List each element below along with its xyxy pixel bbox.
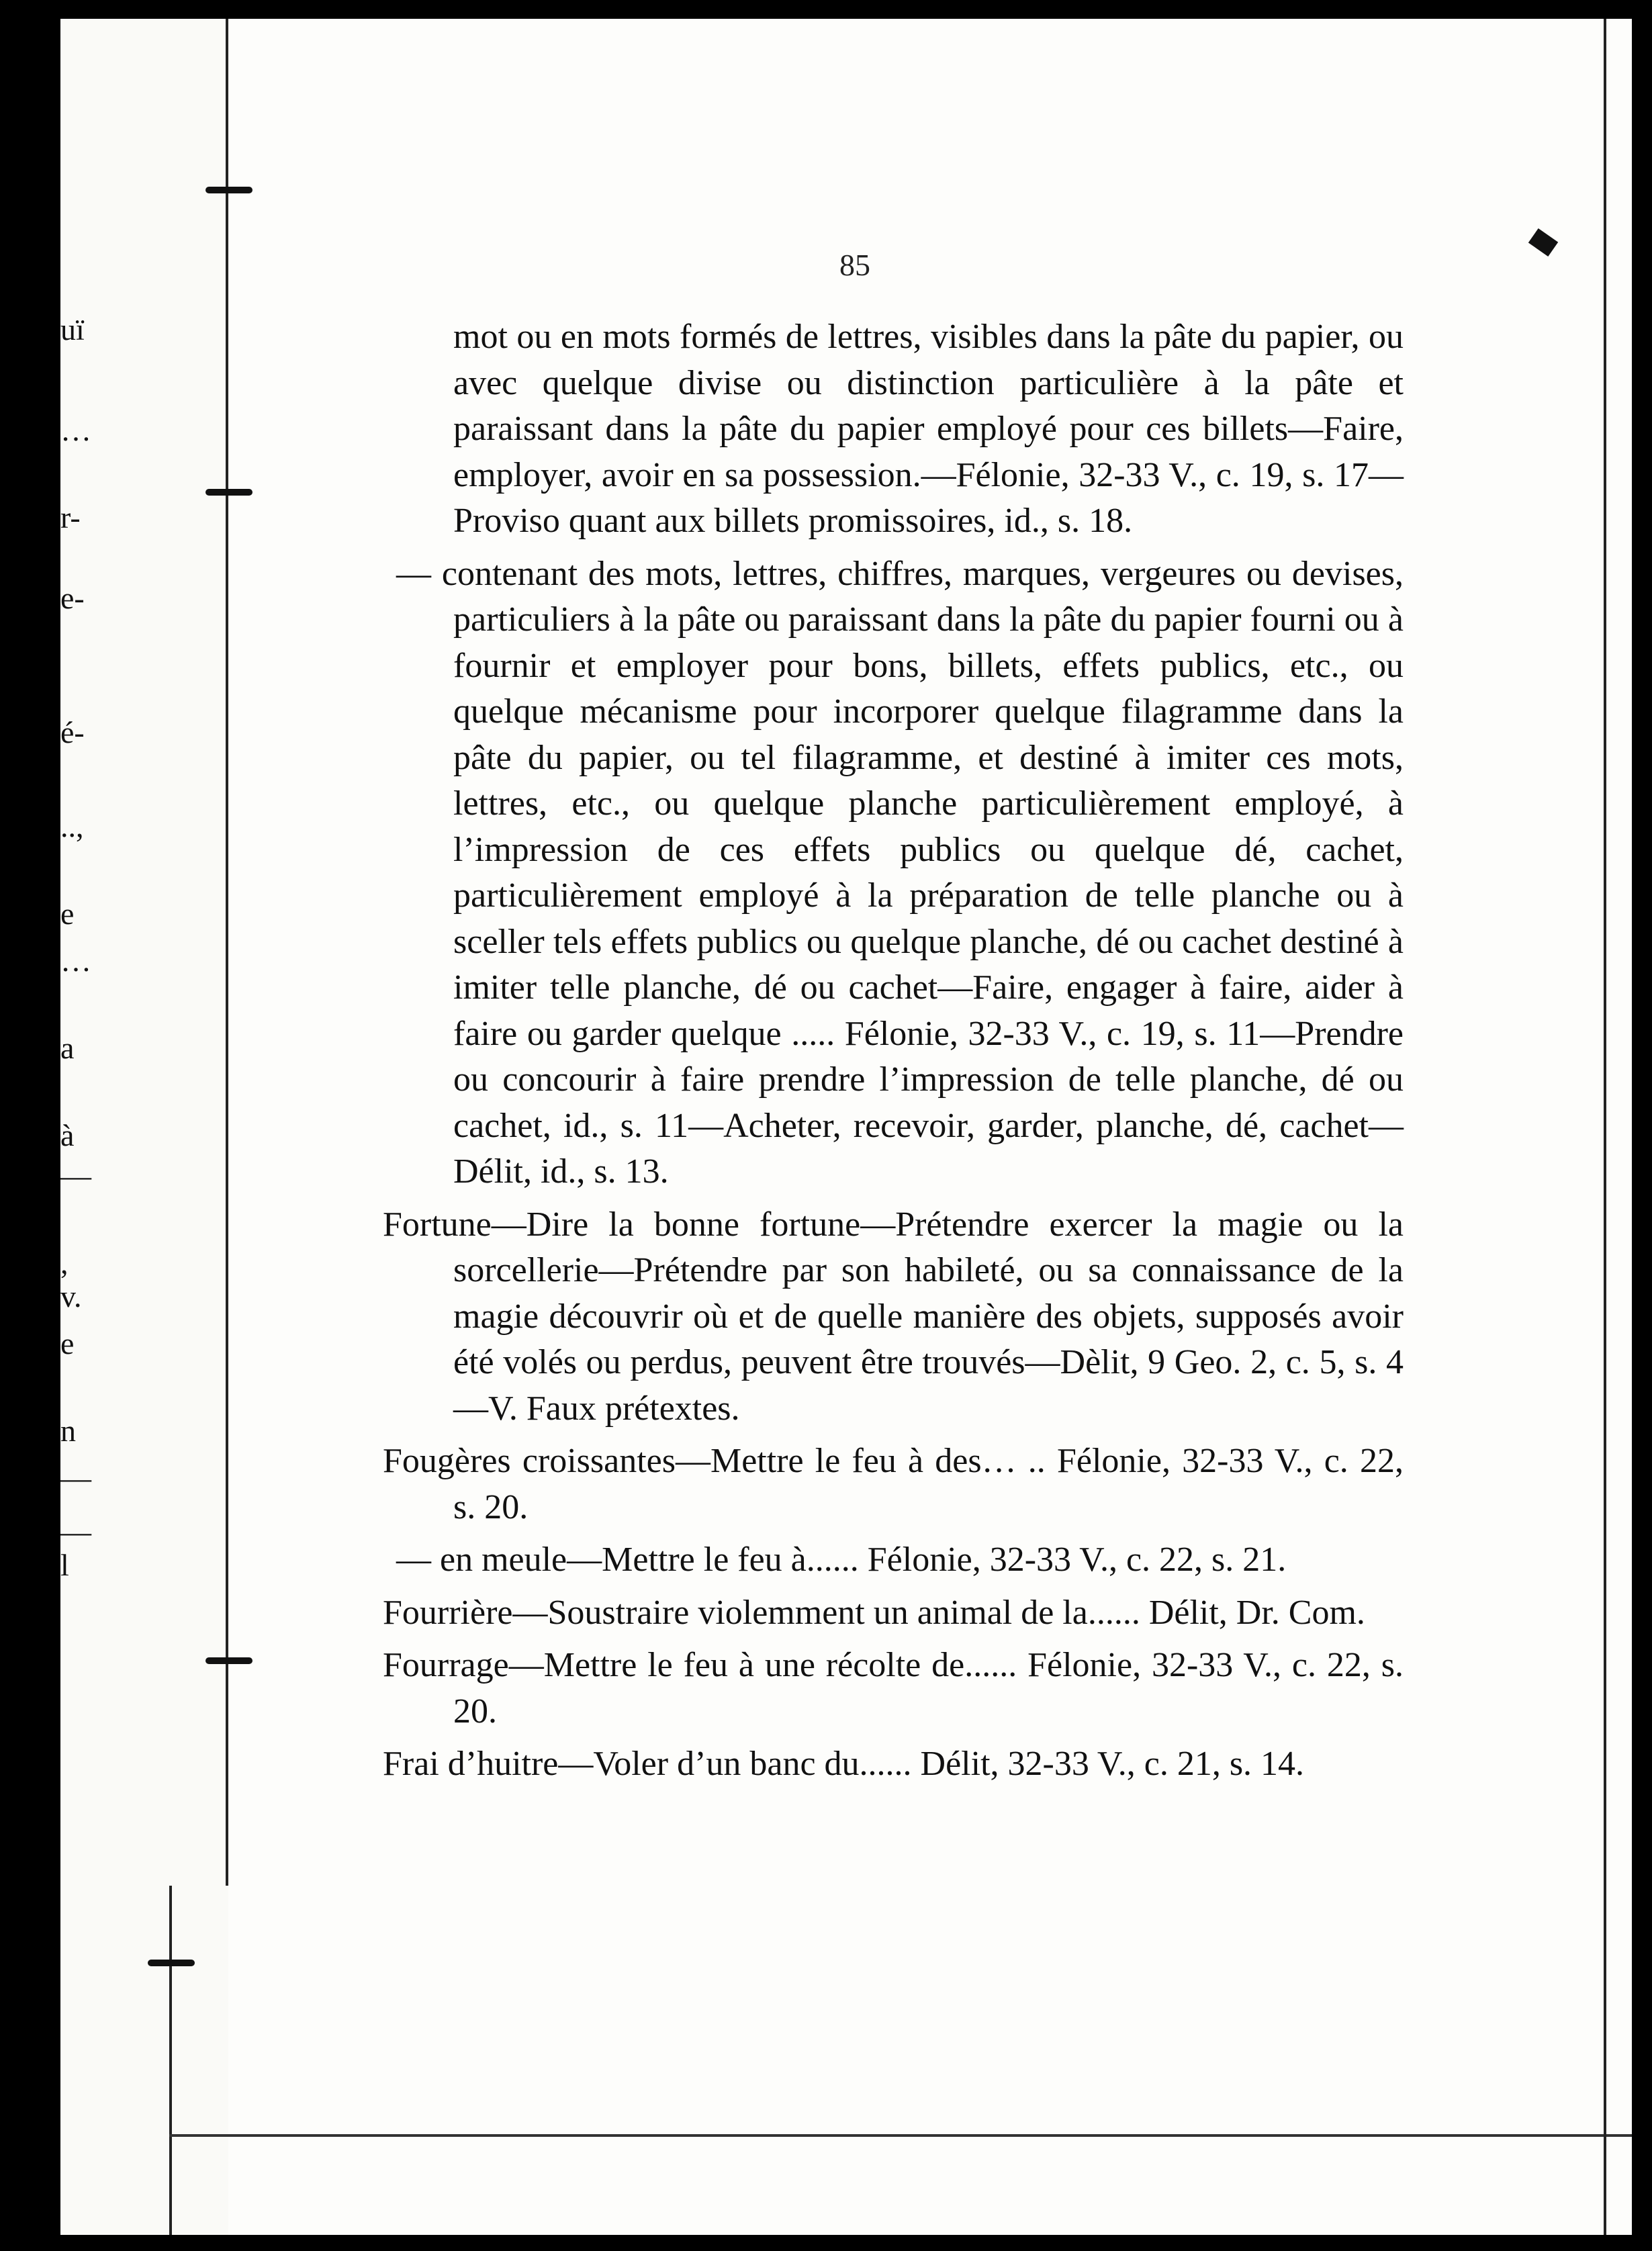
binding-gutter (226, 19, 228, 1886)
margin-fragment: , (60, 1246, 68, 1280)
entry-sub: — en meule—Mettre le feu à...... Félonie, 32-33 V., c. 22, s. 21. (396, 1541, 1287, 1579)
facing-page-edge (60, 19, 228, 2235)
binding-gutter-lower (169, 1886, 172, 2235)
binding-stitch (205, 1657, 253, 1664)
page-number: 85 (839, 248, 870, 282)
ink-speck (1528, 228, 1558, 257)
page-bottom-edge (169, 2134, 1632, 2137)
margin-fragment: — (60, 1461, 91, 1495)
margin-fragment: l (60, 1548, 69, 1582)
margin-fragment: uï (60, 312, 85, 347)
entry-frai-dhuitre: Frai d’huitre—Voler d’un banc du...... Délit, 32-33 V., c. 21, s. 14. (383, 1745, 1305, 1783)
margin-fragment: à (60, 1118, 75, 1152)
entry-fourriere: Fourrière—Soustraire violemment un animal de la...... Délit, Dr. Com. (383, 1593, 1365, 1632)
margin-fragment: e (60, 1326, 75, 1361)
margin-fragment: e- (60, 581, 85, 615)
margin-fragment: … (60, 413, 91, 447)
margin-fragment: n (60, 1414, 76, 1448)
entry-fougeres: Fougères croissantes—Mettre le feu à des… .. Félonie, 32-33 V., c. 22, s. 20. (383, 1442, 1404, 1526)
binding-stitch (205, 187, 253, 193)
entry-continuation: mot ou en mots formés de lettres, visibles dans la pâte du papier, ou avec quelque divise ou distinction particulière à la pâte et paraissant dans la pâte du papier employé pour ces billets—Faire, employer, avoir en sa possession.—Félonie, 32-33 V., c. 19, s. 17—Proviso quant aux billets promissoires, id., s. 18. (453, 318, 1404, 540)
margin-fragment: .., (60, 809, 84, 843)
margin-fragment: — (60, 1158, 91, 1193)
margin-fragment: — (60, 1514, 91, 1549)
binding-stitch (148, 1960, 195, 1966)
margin-fragment: e (60, 897, 75, 931)
page-right-edge (1604, 19, 1606, 2235)
margin-fragment: … (60, 944, 91, 978)
margin-fragment: é- (60, 715, 85, 749)
margin-fragment: v. (60, 1279, 82, 1314)
index-text (383, 314, 1404, 1794)
scanned-page (60, 19, 1632, 2235)
entry-fourrage: Fourrage—Mettre le feu à une récolte de...... Félonie, 32-33 V., c. 22, s. 20. (383, 1646, 1404, 1731)
margin-fragment: r- (60, 500, 81, 535)
margin-fragment: a (60, 1031, 75, 1065)
binding-stitch (205, 489, 253, 496)
entry-fortune: Fortune—Dire la bonne fortune—Prétendre exercer la magie ou la sorcellerie—Prétendre par son habileté, ou sa connaissance de la magie découvrir où et de quelle manière des objets, supposés avoir été volés ou perdus, peuvent être trouvés—Dèlit, 9 Geo. 2, c. 5, s. 4—V. Faux prétextes. (383, 1205, 1404, 1428)
entry-sub: — contenant des mots, lettres, chiffres, marques, vergeures ou devises, particuliers à la pâte ou paraissant dans la pâte du papier fourni ou à fournir et employer pour bons, billets, effets publics, etc., ou quelque mécanisme pour incorporer quelque filagramme dans la pâte du papier, ou tel filagramme, et destiné à imiter ces mots, lettres, etc., ou quelque planche particulièrement employé, à l’impression de ces effets publics ou quelque dé, cachet, particulièrement employé à la préparation de telle planche ou à sceller tels effets publics ou quelque planche, dé ou cachet destiné à imiter telle planche, dé ou cachet—Faire, engager à faire, aider à faire ou garder quelque ..... Félonie, 32-33 V., c. 19, s. 11—Prendre ou concourir à faire prendre l’impression de telle planche, dé ou cachet, id., s. 11—Acheter, recevoir, garder, planche, dé, cachet—Délit, id., s. 13. (396, 554, 1404, 1191)
